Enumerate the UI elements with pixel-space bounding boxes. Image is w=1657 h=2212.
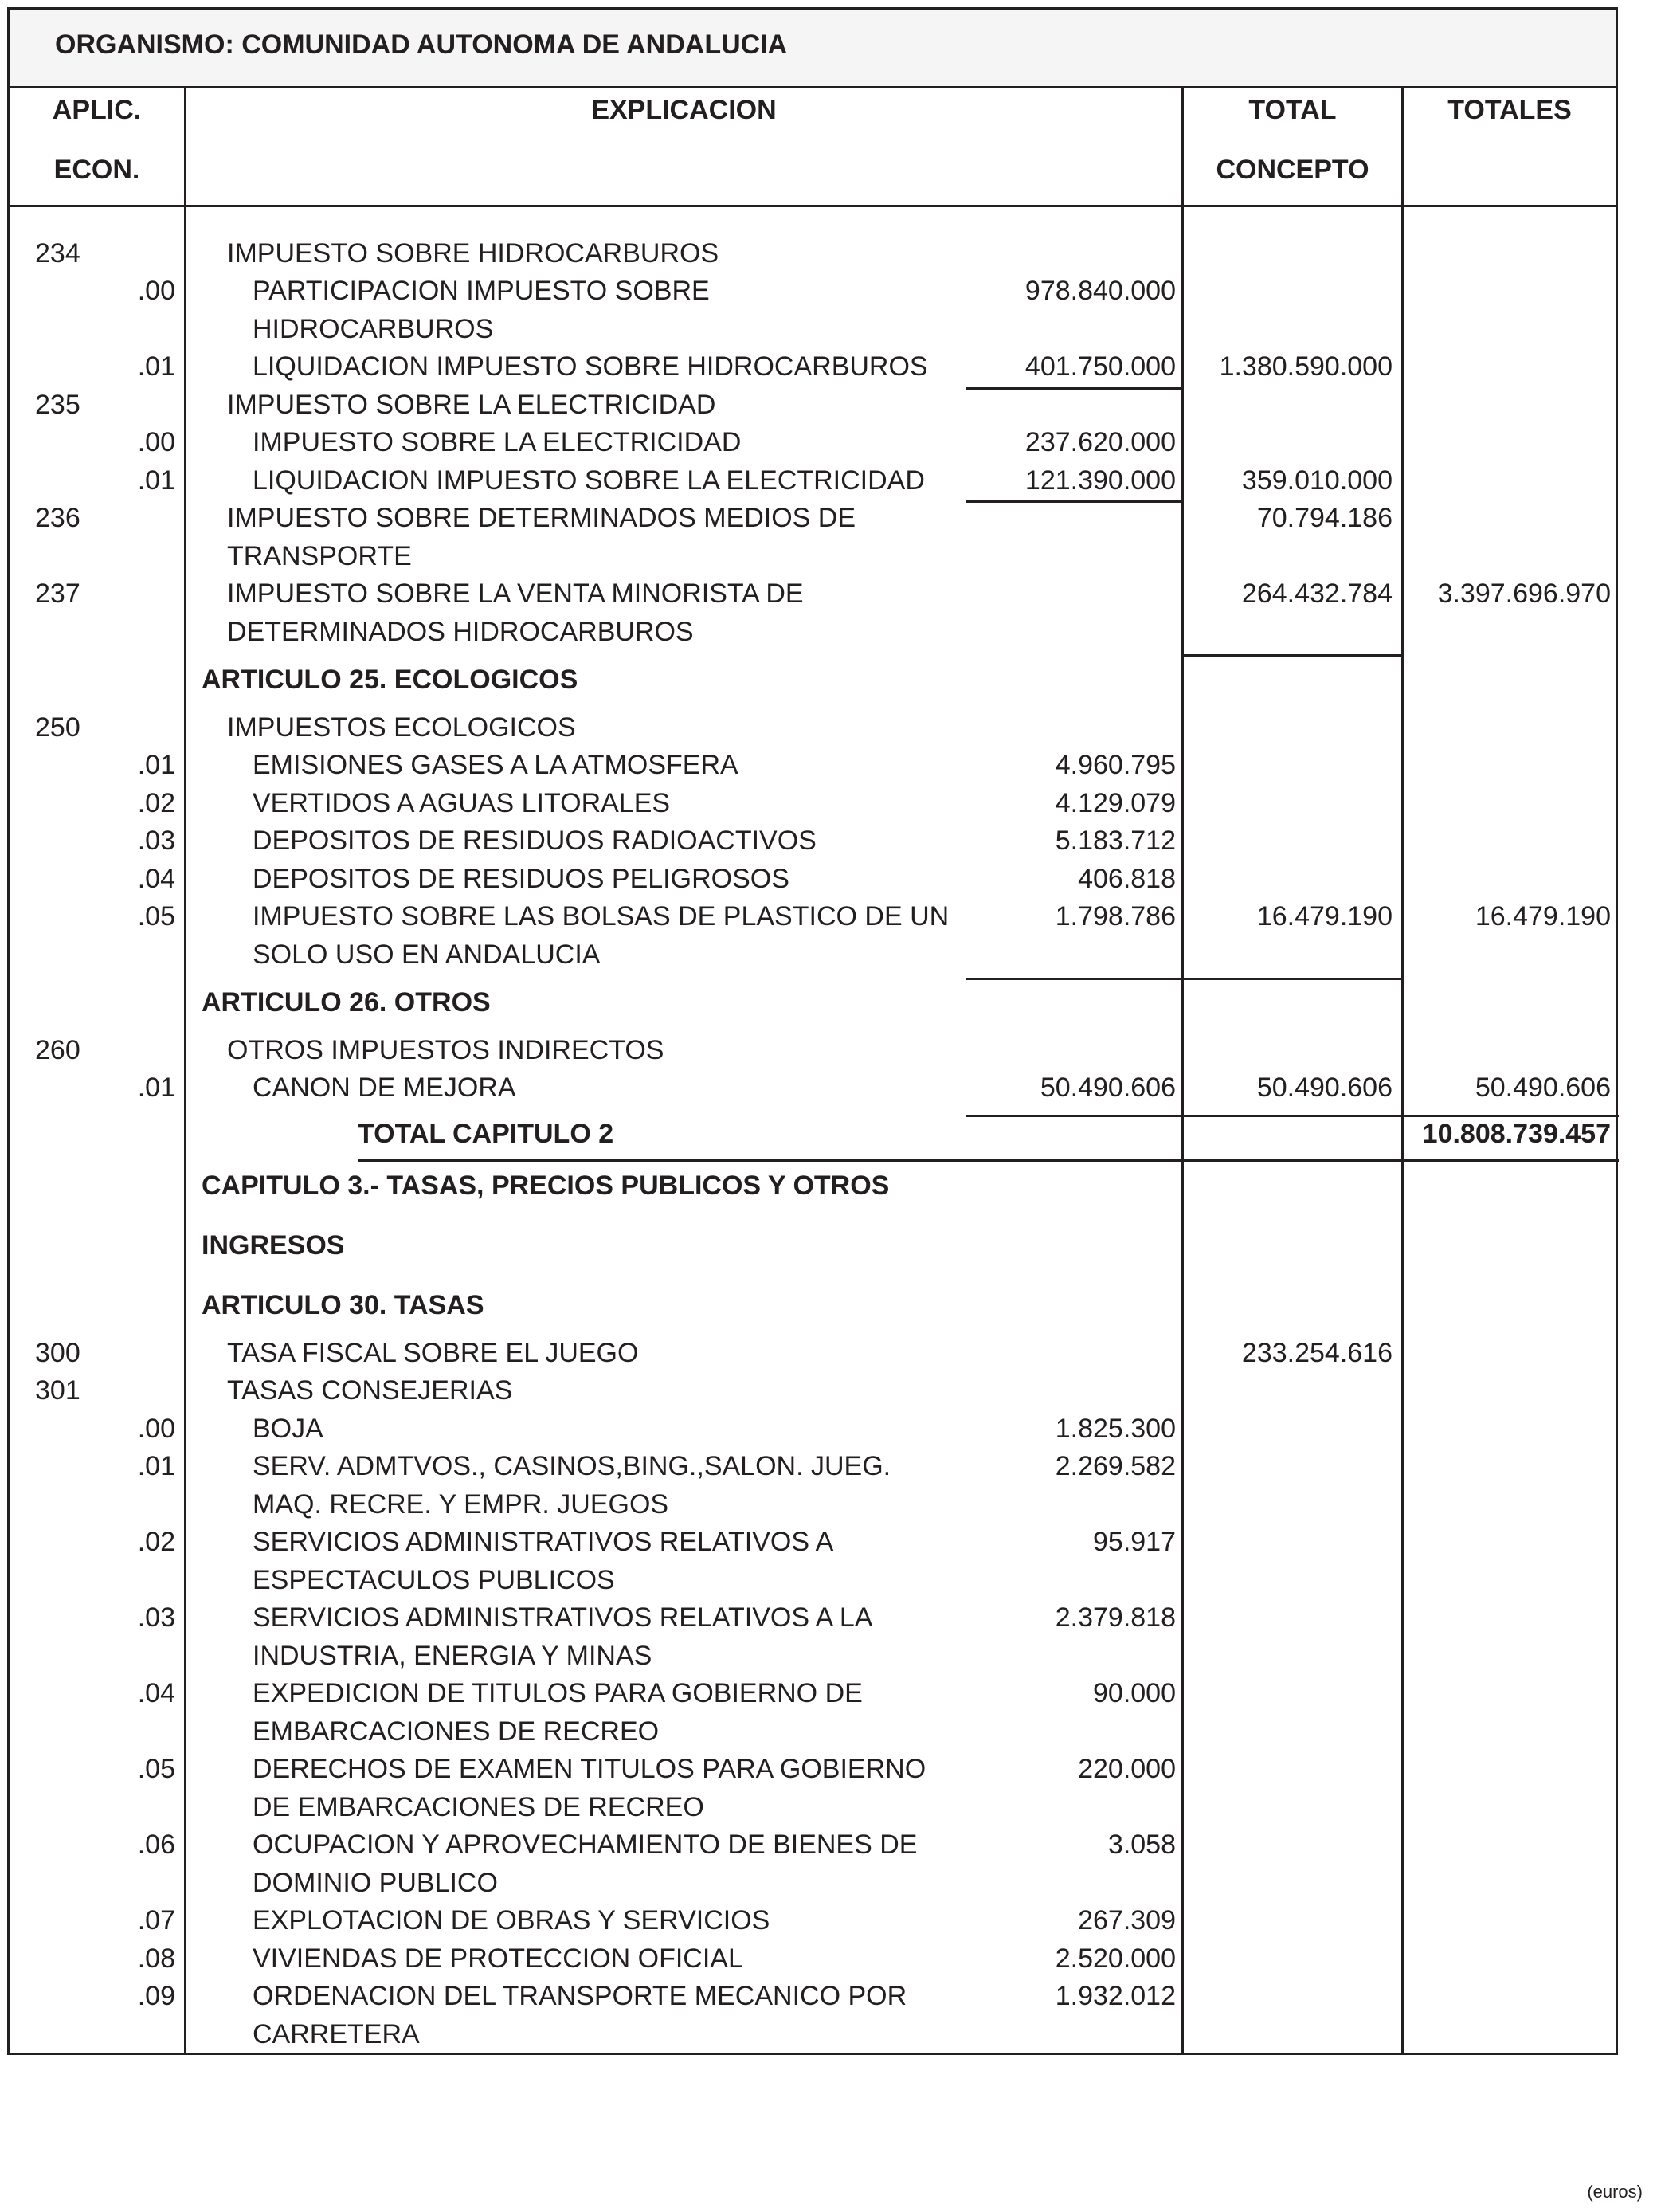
- aplic-subcode: .01: [137, 1451, 175, 1481]
- totales-amount: 16.479.190: [1475, 901, 1611, 931]
- subconcept-amount: 90.000: [1093, 1678, 1176, 1708]
- subconcept-amount: 2.269.582: [1055, 1451, 1176, 1481]
- explicacion-text: EMISIONES GASES A LA ATMOSFERA: [253, 750, 738, 780]
- explicacion-text: SERVICIOS ADMINISTRATIVOS RELATIVOS A: [253, 1527, 834, 1557]
- explicacion-text: EXPEDICION DE TITULOS PARA GOBIERNO DE: [253, 1678, 863, 1708]
- total-concepto: 264.432.784: [1241, 578, 1393, 609]
- explicacion-text: SERV. ADMTVOS., CASINOS,BING.,SALON. JUEG.: [253, 1451, 891, 1481]
- explicacion-text: DOMINIO PUBLICO: [253, 1868, 498, 1898]
- subconcept-amount: 2.520.000: [1055, 1943, 1176, 1974]
- explicacion-text: VIVIENDAS DE PROTECCION OFICIAL: [253, 1943, 743, 1974]
- col-header-concepto: CONCEPTO: [1216, 155, 1369, 185]
- total-capitulo: 10.808.739.457: [1422, 1119, 1611, 1149]
- explicacion-text: LIQUIDACION IMPUESTO SOBRE HIDROCARBUROS: [253, 351, 928, 382]
- aplic-subcode: .02: [137, 788, 175, 818]
- explicacion-text: TRANSPORTE: [227, 541, 412, 571]
- explicacion-text: DERECHOS DE EXAMEN TITULOS PARA GOBIERNO: [253, 1754, 926, 1784]
- aplic-code: 235: [35, 390, 80, 420]
- aplic-code: 236: [35, 503, 80, 533]
- explicacion-text: DE EMBARCACIONES DE RECREO: [253, 1792, 704, 1822]
- explicacion-text: IMPUESTO SOBRE LA ELECTRICIDAD: [227, 390, 716, 420]
- aplic-code: 234: [35, 238, 80, 269]
- subconcept-amount: 237.620.000: [1024, 427, 1176, 457]
- explicacion-text: DEPOSITOS DE RESIDUOS PELIGROSOS: [253, 864, 789, 894]
- aplic-subcode: .01: [137, 465, 175, 496]
- subconcept-amount: 3.058: [1107, 1830, 1176, 1860]
- aplic-subcode: .04: [137, 864, 175, 894]
- organismo-header: [10, 10, 1616, 88]
- explicacion-text: IMPUESTO SOBRE LA VENTA MINORISTA DE: [227, 578, 804, 609]
- explicacion-text: OTROS IMPUESTOS INDIRECTOS: [227, 1035, 664, 1065]
- aplic-subcode: .05: [137, 1754, 175, 1784]
- section-heading: ARTICULO 30. TASAS: [202, 1290, 484, 1320]
- section-heading: TOTAL CAPITULO 2: [358, 1119, 614, 1149]
- subconcept-amount: 401.750.000: [1024, 351, 1176, 382]
- section-heading: ARTICULO 26. OTROS: [202, 987, 491, 1018]
- section-heading: INGRESOS: [202, 1230, 345, 1261]
- aplic-code: 300: [35, 1338, 80, 1368]
- explicacion-text: EXPLOTACION DE OBRAS Y SERVICIOS: [253, 1905, 770, 1936]
- total-concepto: 1.380.590.000: [1219, 351, 1393, 382]
- budget-table: [7, 7, 1618, 2055]
- subconcept-amount: 2.379.818: [1055, 1602, 1176, 1633]
- aplic-subcode: .01: [137, 750, 175, 780]
- aplic-subcode: .03: [137, 1602, 175, 1633]
- explicacion-text: VERTIDOS A AGUAS LITORALES: [253, 788, 671, 818]
- aplic-code: 237: [35, 578, 80, 609]
- explicacion-text: INDUSTRIA, ENERGIA Y MINAS: [253, 1641, 652, 1671]
- subconcept-amount: 5.183.712: [1055, 826, 1176, 856]
- total-concepto: 70.794.186: [1256, 503, 1393, 533]
- explicacion-text: ESPECTACULOS PUBLICOS: [253, 1565, 615, 1595]
- col-header-total: TOTAL: [1248, 95, 1337, 125]
- aplic-subcode: .06: [137, 1830, 175, 1860]
- total-concepto: 233.254.616: [1241, 1338, 1393, 1368]
- aplic-subcode: .02: [137, 1527, 175, 1557]
- organismo-title: ORGANISMO: COMUNIDAD AUTONOMA DE ANDALUCIA: [55, 29, 788, 60]
- col-header-explicacion: EXPLICACION: [591, 95, 777, 125]
- total-concepto: 50.490.606: [1256, 1073, 1393, 1103]
- subconcept-amount: 406.818: [1078, 864, 1176, 894]
- column-divider: [1181, 88, 1184, 2055]
- total-concepto: 359.010.000: [1241, 465, 1393, 496]
- aplic-subcode: .09: [137, 1981, 175, 2011]
- explicacion-text: IMPUESTO SOBRE HIDROCARBUROS: [227, 238, 719, 269]
- subconcept-amount: 220.000: [1078, 1754, 1176, 1784]
- column-divider: [184, 88, 186, 2055]
- subtotal-rule: [966, 387, 1181, 390]
- explicacion-text: BOJA: [253, 1414, 323, 1444]
- explicacion-text: EMBARCACIONES DE RECREO: [253, 1716, 660, 1747]
- aplic-subcode: .03: [137, 826, 175, 856]
- explicacion-text: TASA FISCAL SOBRE EL JUEGO: [227, 1338, 639, 1368]
- subconcept-amount: 1.825.300: [1055, 1414, 1176, 1444]
- explicacion-text: CARRETERA: [253, 2019, 420, 2049]
- subconcept-amount: 267.309: [1078, 1905, 1176, 1936]
- subconcept-amount: 121.390.000: [1024, 465, 1176, 496]
- explicacion-text: SERVICIOS ADMINISTRATIVOS RELATIVOS A LA: [253, 1602, 873, 1633]
- aplic-subcode: .05: [137, 901, 175, 931]
- explicacion-text: IMPUESTO SOBRE DETERMINADOS MEDIOS DE: [227, 503, 856, 533]
- explicacion-text: ORDENACION DEL TRANSPORTE MECANICO POR: [253, 1981, 907, 2011]
- aplic-subcode: .01: [137, 1073, 175, 1103]
- explicacion-text: SOLO USO EN ANDALUCIA: [253, 939, 601, 970]
- explicacion-text: MAQ. RECRE. Y EMPR. JUEGOS: [253, 1489, 669, 1520]
- subtotal-rule: [966, 978, 1401, 980]
- subconcept-amount: 978.840.000: [1024, 276, 1176, 306]
- explicacion-text: PARTICIPACION IMPUESTO SOBRE: [253, 276, 710, 306]
- aplic-code: 260: [35, 1035, 80, 1065]
- subconcept-amount: 50.490.606: [1040, 1073, 1176, 1103]
- aplic-subcode: .01: [137, 351, 175, 382]
- aplic-subcode: .00: [137, 427, 175, 457]
- explicacion-text: TASAS CONSEJERIAS: [227, 1375, 513, 1406]
- aplic-subcode: .00: [137, 276, 175, 306]
- col-header-totales: TOTALES: [1447, 95, 1572, 125]
- subtotal-rule: [1181, 654, 1401, 657]
- aplic-code: 250: [35, 712, 80, 743]
- column-divider: [1401, 88, 1404, 2055]
- aplic-subcode: .00: [137, 1414, 175, 1444]
- aplic-subcode: .04: [137, 1678, 175, 1708]
- total-rule: [358, 1159, 1619, 1162]
- subconcept-amount: 1.798.786: [1055, 901, 1176, 931]
- section-heading: ARTICULO 25. ECOLOGICOS: [202, 665, 578, 695]
- totales-amount: 50.490.606: [1475, 1073, 1611, 1103]
- subconcept-amount: 4.960.795: [1055, 750, 1176, 780]
- subconcept-amount: 4.129.079: [1055, 788, 1176, 818]
- subconcept-amount: 1.932.012: [1055, 1981, 1176, 2011]
- subtotal-rule: [966, 500, 1181, 503]
- explicacion-text: IMPUESTO SOBRE LA ELECTRICIDAD: [253, 427, 742, 457]
- totales-amount: 3.397.696.970: [1437, 578, 1611, 609]
- header-divider: [10, 205, 1616, 207]
- explicacion-text: CANON DE MEJORA: [253, 1073, 516, 1103]
- explicacion-text: OCUPACION Y APROVECHAMIENTO DE BIENES DE: [253, 1830, 918, 1860]
- explicacion-text: HIDROCARBUROS: [253, 314, 494, 344]
- explicacion-text: IMPUESTOS ECOLOGICOS: [227, 712, 576, 743]
- aplic-code: 301: [35, 1375, 80, 1406]
- total-concepto: 16.479.190: [1256, 901, 1393, 931]
- unit-note: (euros): [1587, 2182, 1643, 2202]
- explicacion-text: DEPOSITOS DE RESIDUOS RADIOACTIVOS: [253, 826, 817, 856]
- col-header-econ: ECON.: [53, 155, 140, 185]
- col-header-aplic: APLIC.: [52, 95, 142, 125]
- aplic-subcode: .08: [137, 1943, 175, 1974]
- aplic-subcode: .07: [137, 1905, 175, 1936]
- section-heading: CAPITULO 3.- TASAS, PRECIOS PUBLICOS Y OTROS: [202, 1171, 890, 1201]
- explicacion-text: DETERMINADOS HIDROCARBUROS: [227, 617, 694, 647]
- subconcept-amount: 95.917: [1093, 1527, 1176, 1557]
- explicacion-text: LIQUIDACION IMPUESTO SOBRE LA ELECTRICIDAD: [253, 465, 925, 496]
- explicacion-text: IMPUESTO SOBRE LAS BOLSAS DE PLASTICO DE UN: [253, 901, 950, 931]
